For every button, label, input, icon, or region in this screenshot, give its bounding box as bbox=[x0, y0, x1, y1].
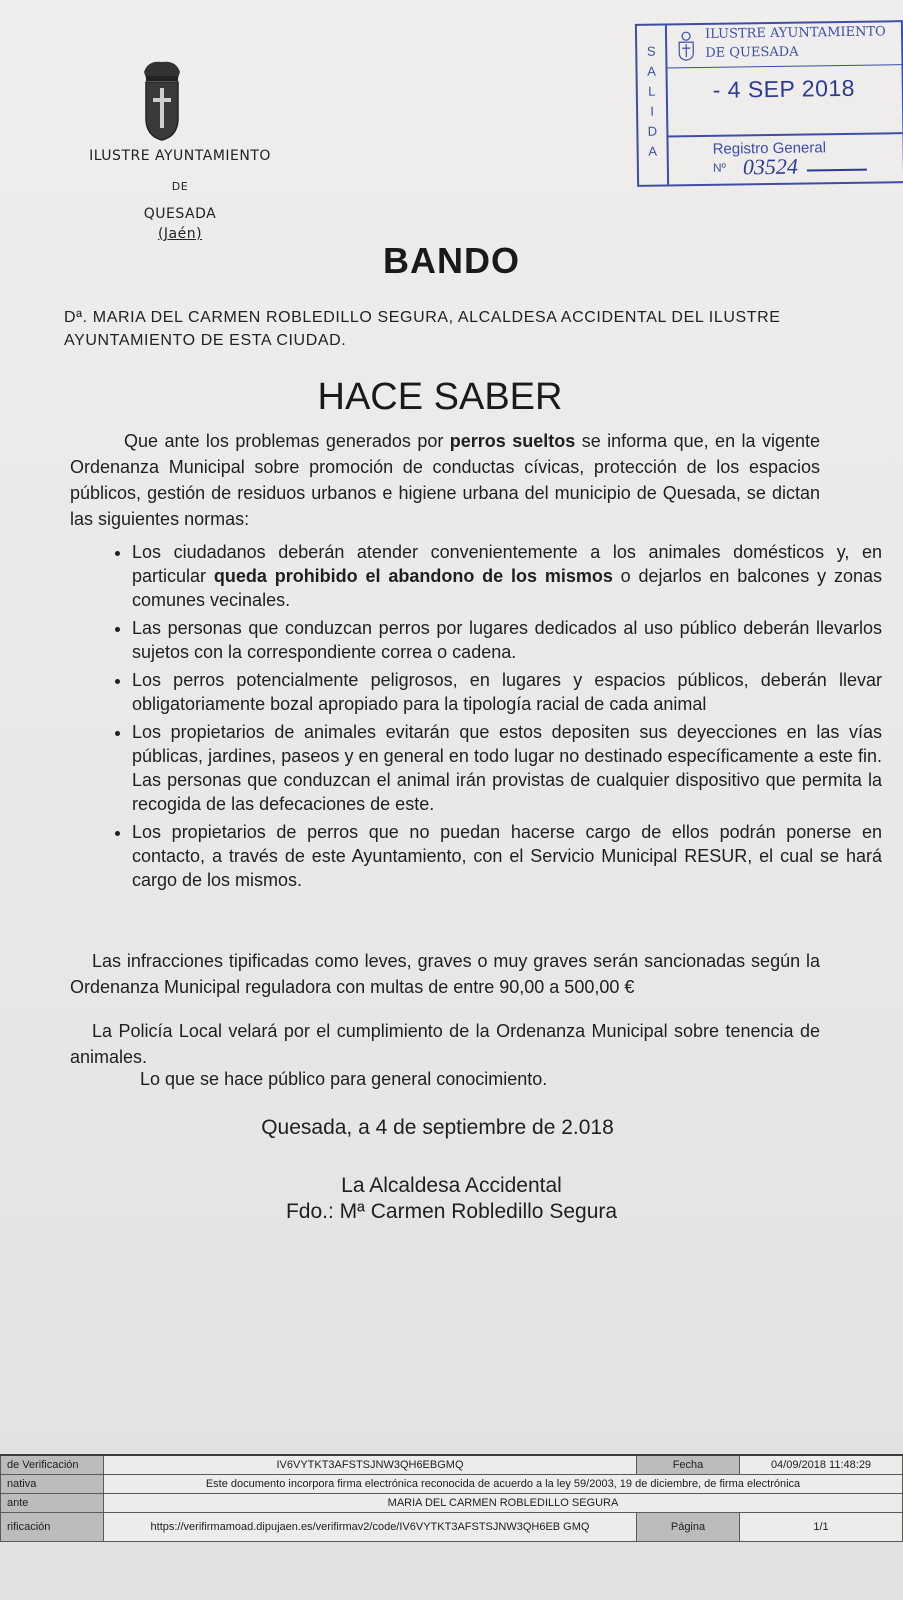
letterhead-line2: DE bbox=[171, 180, 189, 193]
paragraph-infractions: Las infracciones tipificadas como leves, graves o muy graves serán sancionadas según la Ordenanza Municipal reguladora con multas de entre 90,00 a 500,00 € bbox=[70, 951, 820, 997]
list-item: • Los perros potencialmente peligrosos, en lugares y espacios públicos, deberán llevar obligatoriamente bozal apropiado para la tipología racial de cada animal bbox=[132, 668, 882, 716]
stamp-emblem-icon bbox=[677, 31, 695, 61]
url-label: rificación bbox=[1, 1513, 104, 1542]
stamp-header bbox=[665, 22, 902, 68]
list-item: • Los propietarios de perros que no puedan hacerse cargo de ellos podrán ponerse en contacto, a través de este Ayuntamiento, con el Servicio Municipal RESUR, el cual se hará cargo de los mismos. bbox=[132, 820, 882, 892]
stamp-numero-value: 03524 bbox=[742, 153, 799, 180]
paragraph-public: Lo que se hace público para general conocimiento. bbox=[140, 1069, 548, 1089]
paragraph-police: La Policía Local velará por el cumplimiento de la Ordenanza Municipal sobre tenencia de animales. bbox=[70, 1021, 820, 1067]
verification-table bbox=[0, 1454, 903, 1542]
normativa-value: Este documento incorpora firma electrónica reconocida de acuerdo a la ley 59/2003, 19 de diciembre, de firma electrónica bbox=[104, 1475, 903, 1494]
letterhead-line4: (Jaén) bbox=[157, 226, 203, 242]
table-row bbox=[1, 1475, 903, 1494]
stamp-registro-label: Registro General bbox=[712, 139, 827, 158]
document-intro: Dª. MARIA DEL CARMEN ROBLEDILLO SEGURA, ALCALDESA ACCIDENTAL DEL ILUSTRE AYUNTAMIENTO DE ESTA CIUDAD. bbox=[64, 309, 781, 349]
stamp-dash bbox=[807, 169, 867, 172]
pagina-label: Página bbox=[637, 1513, 740, 1542]
verification-code-label: de Verificación bbox=[1, 1455, 104, 1475]
stamp-vertical-label: S A L I D A bbox=[637, 25, 669, 184]
stamp-registry bbox=[666, 132, 903, 189]
stamp-header-line2: DE QUESADA bbox=[705, 44, 799, 61]
url-value[interactable]: https://verifirmamoad.dipujaen.es/verifirmav2/code/IV6VYTKT3AFSTSJNW3QH6EB GMQ bbox=[104, 1513, 637, 1542]
firmante-value: MARIA DEL CARMEN ROBLEDILLO SEGURA bbox=[104, 1494, 903, 1513]
fecha-value: 04/09/2018 11:48:29 bbox=[740, 1455, 903, 1475]
fecha-label: Fecha bbox=[637, 1455, 740, 1475]
table-row bbox=[1, 1494, 903, 1513]
table-row bbox=[1, 1513, 903, 1542]
pagina-value: 1/1 bbox=[740, 1513, 903, 1542]
place-date: Quesada, a 4 de septiembre de 2.018 bbox=[261, 1116, 614, 1139]
document-title: BANDO bbox=[383, 240, 520, 281]
normativa-label: nativa bbox=[1, 1475, 104, 1494]
list-item: • Los ciudadanos deberán atender convenientemente a los animales domésticos y, en particular queda prohibido el abandono de los mismos o dejarlos en balcones y zonas comunes vecinales. bbox=[132, 540, 882, 612]
table-row bbox=[1, 1455, 903, 1475]
list-item: • Las personas que conduzcan perros por lugares dedicados al uso público deberán llevarlos sujetos con la correspondiente correa o cadena. bbox=[132, 616, 882, 664]
paragraph-1-bold: perros sueltos bbox=[449, 431, 576, 451]
firmante-label: ante bbox=[1, 1494, 104, 1513]
stamp-date: - 4 SEP 2018 bbox=[712, 74, 856, 103]
letterhead-line1: ILUSTRE AYUNTAMIENTO bbox=[89, 148, 271, 164]
registry-stamp bbox=[635, 20, 903, 187]
list-item: • Los propietarios de animales evitarán que estos depositen sus deyecciones en las vías públicas, jardines, paseos y en general en todo lugar no destinado específicamente a este fin. Las personas que conduzcan el animal irán provistas de cualquier dispositivo que permita la recogida de las defecaciones de este. bbox=[132, 720, 882, 816]
paragraph-1: Que ante los problemas generados por perros sueltos se informa que, en la vigente Ordenanza Municipal sobre promoción de conductas cívicas, protección de los espacios públicos, gestión de residuos urbanos e higiene urbana del municipio de Quesada, se dictan las siguientes normas: bbox=[70, 431, 820, 529]
signer-role: La Alcaldesa Accidental bbox=[341, 1174, 562, 1197]
coat-of-arms-icon bbox=[138, 56, 186, 142]
stamp-numero-label: Nº bbox=[712, 160, 727, 175]
rules-list bbox=[76, 540, 882, 896]
verification-code-value: IV6VYTKT3AFSTSJNW3QH6EBGMQ bbox=[104, 1455, 637, 1475]
letterhead-line3: QUESADA bbox=[143, 206, 217, 222]
document-subtitle: HACE SABER bbox=[317, 376, 563, 418]
stamp-header-line1: ILUSTRE AYUNTAMIENTO bbox=[704, 24, 886, 42]
signer-name: Fdo.: Mª Carmen Robledillo Segura bbox=[285, 1200, 618, 1223]
rule-1-bold: queda prohibido el abandono de los mismos bbox=[213, 566, 613, 586]
